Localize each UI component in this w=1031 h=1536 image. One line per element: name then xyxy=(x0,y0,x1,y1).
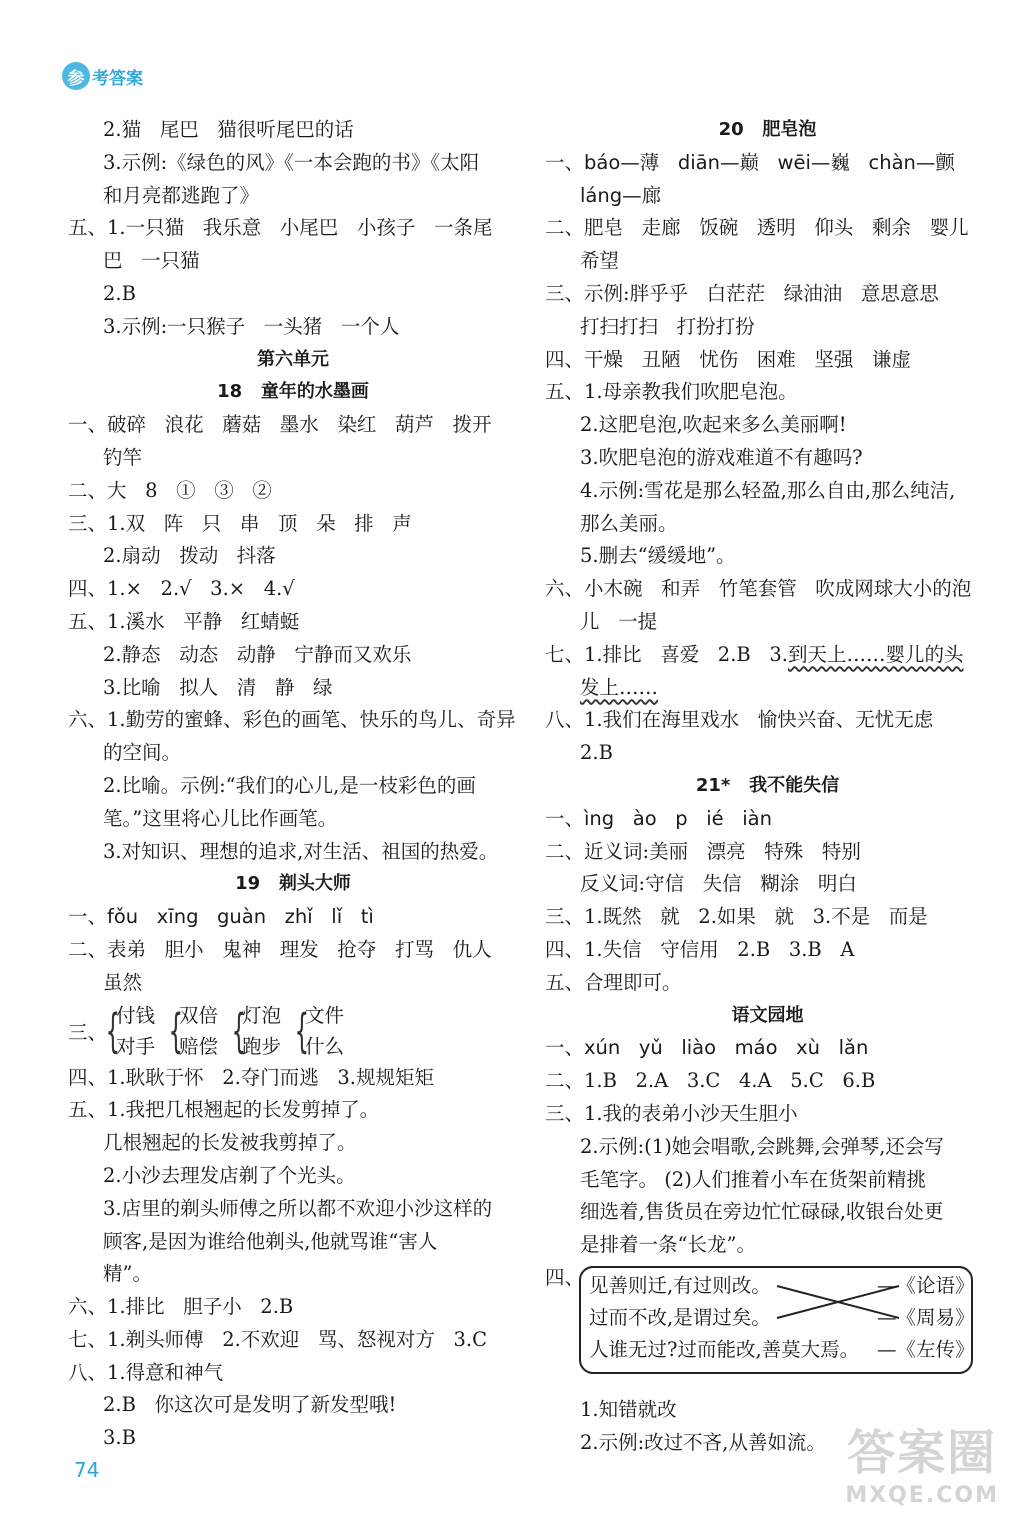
page-number: 74 xyxy=(74,1458,100,1482)
answer-text: 19 剃头大师 xyxy=(235,873,351,895)
brace-word: 灯泡 xyxy=(242,1003,282,1027)
answer-line xyxy=(68,1226,518,1259)
match-right-3: —《左传》 xyxy=(877,1337,975,1361)
answer-text: 2.小沙去理发店剃了个光头。 xyxy=(103,1163,356,1187)
answer-line xyxy=(545,540,990,573)
brace-group xyxy=(291,1000,344,1062)
watermark-url: MXQE.COM xyxy=(845,1483,999,1508)
answer-line xyxy=(545,1065,990,1098)
answer-text: 一、ìng ào p ié iàn xyxy=(545,806,772,830)
answer-line xyxy=(545,803,990,836)
answer-text: 五、1.一只猫 我乐意 小尾巴 小孩子 一条尾 xyxy=(68,216,493,240)
wavy-underlined-text: 到天上……婴儿的头 xyxy=(787,642,964,666)
answer-line xyxy=(68,1258,518,1291)
brace-group xyxy=(228,1000,281,1062)
right-column xyxy=(545,114,990,1459)
answer-text: 和月亮都逃跑了》 xyxy=(103,183,260,207)
answer-line xyxy=(545,508,990,541)
section-heading xyxy=(545,114,990,147)
answer-line xyxy=(68,442,518,475)
answer-line xyxy=(545,836,990,869)
answer-text: 2.扇动 拨动 抖落 xyxy=(103,544,276,568)
answer-text: 八、1.得意和神气 xyxy=(68,1360,224,1384)
answer-text: 精”。 xyxy=(103,1262,152,1286)
answer-text: 18 童年的水墨画 xyxy=(217,381,369,403)
brace-word: 跑步 xyxy=(242,1034,282,1058)
answer-line xyxy=(68,639,518,672)
answer-text: 顾客,是因为谁给他剃头,他就骂谁“害人 xyxy=(103,1229,438,1253)
answer-text: 2.示例:改过不吝,从善如流。 xyxy=(580,1430,826,1454)
brace-word: 双倍 xyxy=(179,1003,219,1027)
answer-text: 三、1.既然 就 2.如果 就 3.不是 而是 xyxy=(545,905,928,929)
answer-line xyxy=(68,836,518,869)
match-right-1: —《论语》 xyxy=(877,1273,975,1297)
answer-text: 五、1.我把几根翘起的长发剪掉了。 xyxy=(68,1098,380,1122)
curly-brace-icon: { xyxy=(168,1003,184,1058)
answer-text: 3.示例:《绿色的风》《一本会跑的书》《太阳 xyxy=(103,150,480,174)
answer-line xyxy=(545,934,990,967)
brace-word: 付钱 xyxy=(116,1003,156,1027)
answer-line xyxy=(545,672,990,705)
answer-text: 五、合理即可。 xyxy=(545,970,682,994)
curly-brace-icon: { xyxy=(294,1003,310,1058)
answer-line xyxy=(545,901,990,934)
answer-line xyxy=(545,573,990,606)
answer-text: 2.比喻。示例:“我们的心儿,是一枝彩色的画 xyxy=(103,773,476,797)
answer-text: 二、肥皂 走廊 饭碗 透明 仰头 剩余 婴儿 xyxy=(545,216,969,240)
answer-line xyxy=(545,376,990,409)
answer-line xyxy=(68,901,518,934)
answer-text: 钓竿 xyxy=(103,445,143,469)
answer-line xyxy=(68,1422,518,1455)
brace-word: 赔偿 xyxy=(179,1034,219,1058)
match-right-2: —《周易》 xyxy=(877,1305,975,1329)
answer-line xyxy=(68,573,518,606)
answer-text: 二、1.B 2.A 3.C 4.A 5.C 6.B xyxy=(545,1069,876,1093)
brace-word: 文件 xyxy=(305,1003,345,1027)
answer-line xyxy=(545,278,990,311)
answer-line xyxy=(68,475,518,508)
answer-text: 一、破碎 浪花 蘑菇 墨水 染红 葫芦 拨开 xyxy=(68,413,492,437)
answer-line xyxy=(68,1357,518,1390)
answer-line xyxy=(545,967,990,1000)
header-title: 考答案 xyxy=(92,68,143,89)
answer-text: 二、表弟 胆小 鬼神 理发 抢夺 打骂 仇人 xyxy=(68,937,492,961)
answer-text: 20 肥皂泡 xyxy=(718,119,817,140)
watermark xyxy=(845,1414,999,1508)
answer-line xyxy=(545,212,990,245)
matching-box xyxy=(579,1266,973,1374)
brace-group xyxy=(165,1000,218,1062)
answer-line xyxy=(68,147,518,180)
answer-line xyxy=(545,344,990,377)
answer-text: 六、1.排比 胆子小 2.B xyxy=(68,1295,294,1319)
wavy-underlined-text: 发上…… xyxy=(580,675,659,699)
answer-text: 是排着一条“长龙”。 xyxy=(580,1233,756,1257)
answer-line xyxy=(68,1127,518,1160)
answer-text: 二、大 8 ① ③ ② xyxy=(68,478,272,502)
answer-text: 几根翘起的长发被我剪掉了。 xyxy=(103,1131,357,1155)
answer-text: 希望 xyxy=(580,249,620,273)
answer-text: 巴 一只猫 xyxy=(103,249,200,273)
answer-text: 三、示例:胖乎乎 白茫茫 绿油油 意思意思 xyxy=(545,281,939,305)
answer-line xyxy=(68,1094,518,1127)
answer-line xyxy=(545,180,990,213)
answer-text: 六、1.勤劳的蜜蜂、彩色的画笔、快乐的鸟儿、奇异 xyxy=(68,708,516,732)
watermark-title: 答案圈 xyxy=(847,1425,998,1481)
section-heading xyxy=(68,868,518,901)
match-left-3: 人谁无过?过而能改,善莫大焉。 xyxy=(589,1337,860,1361)
answer-line xyxy=(68,212,518,245)
answer-text: 3.比喻 拟人 清 静 绿 xyxy=(103,675,333,699)
answer-text: 2.猫 尾巴 猫很听尾巴的话 xyxy=(103,118,354,141)
answer-line xyxy=(545,737,990,770)
answer-line xyxy=(545,704,990,737)
answer-text: 细选着,售货员在旁边忙忙碌碌,收银台处更 xyxy=(580,1200,944,1224)
curly-brace-icon: { xyxy=(105,1003,121,1058)
answer-text: 4.示例:雪花是那么轻盈,那么自由,那么纯洁, xyxy=(580,478,956,502)
matching-label: 四、 xyxy=(545,1265,585,1289)
answer-text: 5.删去“缓缓地”。 xyxy=(580,544,736,568)
match-left-1: 见善则迁,有过则改。 xyxy=(589,1273,771,1297)
answer-line xyxy=(68,770,518,803)
answer-line xyxy=(545,639,990,672)
answer-line xyxy=(68,704,518,737)
answer-line xyxy=(68,606,518,639)
answer-text: 2.B xyxy=(103,281,136,305)
answer-line xyxy=(68,1389,518,1422)
answer-text: láng—廊 xyxy=(580,183,662,207)
answer-line xyxy=(68,1291,518,1324)
page-header xyxy=(62,62,143,90)
answer-line xyxy=(68,180,518,213)
section-heading xyxy=(68,376,518,409)
answer-text: 反义词:守信 失信 糊涂 明白 xyxy=(580,872,857,896)
answer-text: 3.示例:一只猴子 一头猪 一个人 xyxy=(103,314,400,338)
logo-icon: 参 xyxy=(62,62,90,90)
answer-text: 四、干燥 丑陋 忧伤 困难 坚强 谦虚 xyxy=(545,347,911,371)
answer-line xyxy=(68,1062,518,1095)
answer-line xyxy=(545,147,990,180)
answer-text: 3.吹肥皂泡的游戏难道不有趣吗? xyxy=(580,445,863,469)
answer-line xyxy=(545,311,990,344)
answer-line xyxy=(68,934,518,967)
answer-text: 2.B 你这次可是发明了新发型哦! xyxy=(103,1393,397,1417)
answer-text: 三、1.双 阵 只 串 顶 朵 排 声 xyxy=(68,511,412,535)
answer-text: 七、1.排比 喜爱 2.B 3. xyxy=(545,642,788,666)
answer-line xyxy=(68,540,518,573)
answer-line xyxy=(68,967,518,1000)
answer-line xyxy=(545,442,990,475)
answer-line xyxy=(545,1229,990,1262)
answer-text: 2.这肥皂泡,吹起来多么美丽啊! xyxy=(580,413,847,437)
answer-text: 21* 我不能失信 xyxy=(695,774,840,796)
left-column xyxy=(68,114,518,1455)
answer-text: 打扫打扫 打扮打扮 xyxy=(580,314,755,338)
brace-word: 对手 xyxy=(116,1034,156,1058)
answer-text: 笔。”这里将心儿比作画笔。 xyxy=(103,806,338,830)
answer-text: 五、1.溪水 平静 红蜻蜓 xyxy=(68,609,300,633)
answer-text: 3.对知识、理想的追求,对生活、祖国的热爱。 xyxy=(103,839,499,863)
answer-text: 那么美丽。 xyxy=(580,511,678,535)
section-heading xyxy=(68,344,518,377)
answer-text: 3.店里的剃头师傅之所以都不欢迎小沙这样的 xyxy=(103,1196,493,1220)
matching-exercise xyxy=(545,1262,990,1394)
answer-line xyxy=(68,311,518,344)
section-heading xyxy=(545,1000,990,1033)
answer-text: 二、近义词:美丽 漂亮 特殊 特别 xyxy=(545,839,861,863)
brace-group xyxy=(102,1000,155,1062)
answer-line xyxy=(68,278,518,311)
answer-text: 一、xún yǔ liào máo xù lǎn xyxy=(545,1036,869,1060)
match-left-2: 过而不改,是谓过矣。 xyxy=(589,1305,771,1329)
brace-label: 三、 xyxy=(68,1020,108,1044)
brace-exercise xyxy=(68,1000,518,1062)
answer-line xyxy=(68,1324,518,1357)
answer-line xyxy=(68,803,518,836)
answer-line xyxy=(68,1193,518,1226)
answer-text: 一、fǒu xīng guàn zhǐ lǐ tì xyxy=(68,905,374,929)
answer-line xyxy=(68,1160,518,1193)
answer-text: 三、1.我的表弟小沙天生胆小 xyxy=(545,1101,798,1125)
answer-text: 四、1.× 2.√ 3.× 4.√ xyxy=(68,577,295,601)
answer-line xyxy=(545,1196,990,1229)
curly-brace-icon: { xyxy=(231,1003,247,1058)
answer-line xyxy=(545,475,990,508)
answer-line xyxy=(68,737,518,770)
answer-line xyxy=(545,1131,990,1164)
answer-text: 儿 一提 xyxy=(580,609,658,633)
answer-line xyxy=(68,245,518,278)
answer-text: 1.知错就改 xyxy=(580,1397,677,1421)
answer-text: 语文园地 xyxy=(731,1004,804,1026)
answer-text: 2.示例:(1)她会唱歌,会跳舞,会弹琴,还会写 xyxy=(580,1134,944,1158)
answer-text: 虽然 xyxy=(103,970,143,994)
brace-word: 什么 xyxy=(305,1034,345,1058)
answer-text: 3.B xyxy=(103,1426,136,1450)
answer-text: 2.B xyxy=(580,741,613,765)
answer-text: 五、1.母亲教我们吹肥皂泡。 xyxy=(545,380,798,404)
answer-line xyxy=(545,868,990,901)
answer-line xyxy=(545,1164,990,1197)
answer-text: 2.静态 动态 动静 宁静而又欢乐 xyxy=(103,642,412,666)
answer-line xyxy=(68,114,518,147)
answer-line xyxy=(545,409,990,442)
answer-line xyxy=(545,606,990,639)
answer-line xyxy=(68,508,518,541)
section-heading xyxy=(545,770,990,803)
answer-text: 八、1.我们在海里戏水 愉快兴奋、无忧无虑 xyxy=(545,708,934,732)
answer-line xyxy=(545,245,990,278)
answer-text: 四、1.耿耿于怀 2.夺门而逃 3.规规矩矩 xyxy=(68,1065,435,1089)
answer-text: 四、1.失信 守信用 2.B 3.B A xyxy=(545,937,855,961)
answer-text: 第六单元 xyxy=(257,348,329,370)
answer-text: 一、báo—薄 diān—巅 wēi—巍 chàn—颤 xyxy=(545,150,955,174)
answer-text: 的空间。 xyxy=(103,741,182,765)
answer-text: 六、小木碗 和弄 竹笔套管 吹成网球大小的泡 xyxy=(545,577,972,601)
answer-line xyxy=(68,409,518,442)
answer-line xyxy=(68,672,518,705)
answer-text: 毛笔字。 (2)人们推着小车在货架前精挑 xyxy=(580,1167,926,1191)
answer-text: 七、1.剃头师傅 2.不欢迎 骂、怒视对方 3.C xyxy=(68,1327,488,1351)
answer-line xyxy=(545,1098,990,1131)
answer-line xyxy=(545,1032,990,1065)
